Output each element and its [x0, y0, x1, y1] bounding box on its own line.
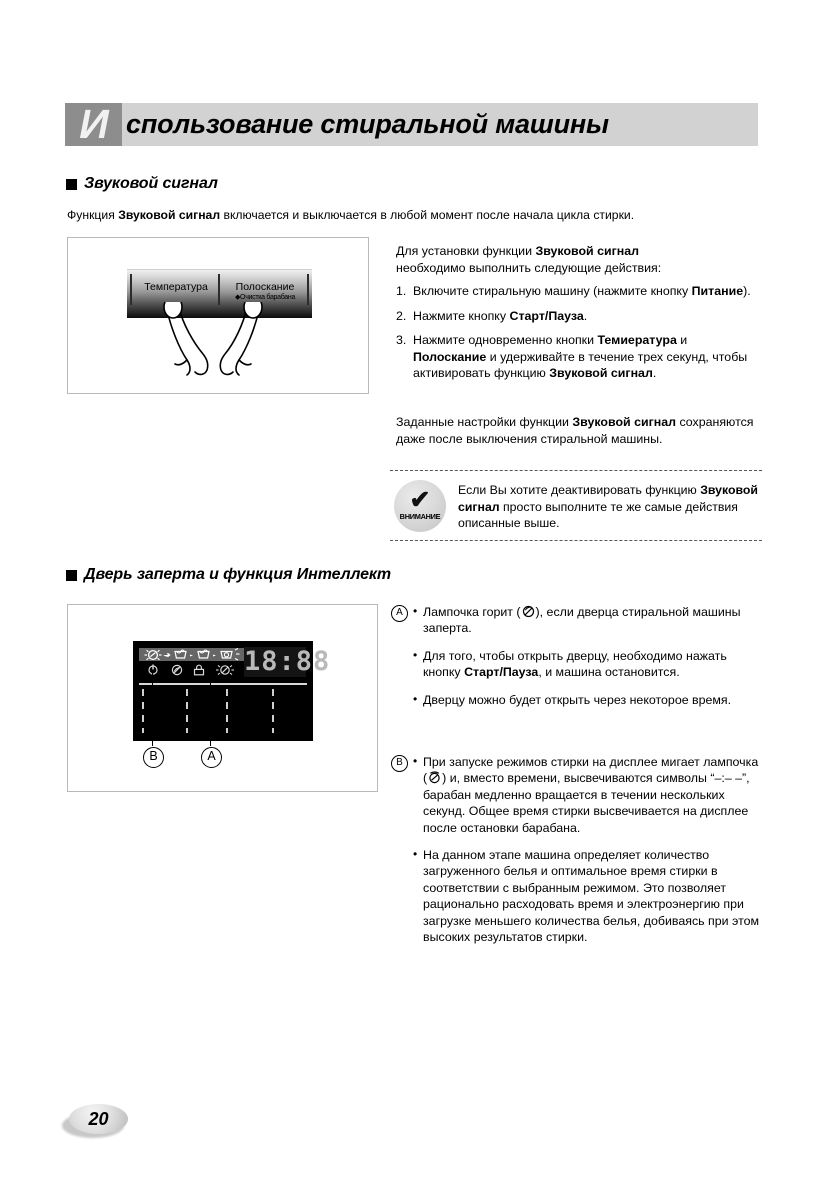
figure-display-panel: [67, 604, 378, 792]
square-bullet-icon: [66, 179, 77, 190]
section-heading-door-lock: [66, 566, 391, 584]
temperature-button-label: Температура: [144, 281, 208, 293]
note-divider-top: [390, 470, 762, 471]
item-a-bullets: [413, 604, 761, 708]
callout-leader-b: [152, 671, 153, 746]
door-lock-item-a: [391, 604, 761, 708]
setup-step: [396, 332, 758, 382]
settings-persistence-note: Заданные настройки функции Звуковой сигнал сохраняются даже после выключения стиральной машины.: [396, 415, 754, 446]
attention-note-box: [390, 470, 762, 542]
lcd-dash-column: [142, 689, 144, 733]
panel-divider-right: [307, 274, 309, 305]
lcd-panel: [133, 641, 331, 741]
rinse-button-sublabel: ◆Очистка барабана: [234, 294, 296, 302]
rinse-button-label: Полоскание: [235, 281, 295, 293]
page-number-value: 20: [88, 1109, 109, 1129]
square-bullet-icon: [66, 570, 77, 581]
item-b-bullets: [413, 754, 761, 945]
bullet-dot-icon: •: [413, 604, 418, 618]
lcd-dash-column: [226, 689, 228, 733]
step-number: 3.: [396, 333, 407, 348]
intellect-item-b: [391, 754, 761, 945]
panel-divider-left: [130, 274, 132, 305]
step-text: Включите стиральную машину (нажмите кнопку Питание).: [413, 284, 751, 298]
page-title: спользование стиральной машины: [126, 109, 609, 139]
bullet-dot-icon: •: [413, 847, 418, 862]
setup-intro-text: Для установки функции Звуковой сигнал необходимо выполнить следующие действия:: [396, 244, 662, 275]
attention-note-text: Если Вы хотите деактивировать функцию Звуковой сигнал просто выполните те же самые действия описанные выше.: [458, 483, 758, 531]
bullet-item: [413, 692, 761, 708]
lcd-horizontal-rule: [139, 683, 307, 685]
section-heading-label: Дверь заперта и функция Интеллект: [84, 566, 392, 583]
bullet-text: Лампочка горит ( ), если дверца стиральной машины заперта.: [423, 605, 741, 636]
status-icon-set: [139, 662, 249, 677]
bullet-text: На данном этапе машина определяет количество загруженного белья и оптимальное время стирки в соответствии с выбранным режимом. Это позволяет рационально расходовать время и электроэнергию при загрузке меньшего количества белья, добиваясь при этом высоких результатов стирки.: [423, 848, 760, 945]
lcd-status-icons: [139, 662, 249, 677]
two-fingers-icon: [127, 302, 312, 380]
bullet-item: [413, 754, 761, 836]
bullet-text: Дверцу можно будет открыть через некоторое время.: [423, 692, 732, 707]
step-text: Нажмите кнопку Старт/Пауза.: [413, 308, 588, 323]
lcd-dash-column: [272, 689, 274, 733]
check-icon: ✔: [409, 486, 431, 514]
step-text: Нажмите одновременно кнопки Темиература и Полоскание и удерживайте в течение трех секунд, чтобы активировать функцию Звуковой сигнал.: [413, 333, 748, 381]
bullet-item: [413, 847, 761, 945]
figure-control-panel: [67, 237, 369, 394]
attention-badge-label: ВНИМАНИЕ: [399, 512, 441, 521]
callout-marker-a: A: [201, 747, 222, 768]
item-marker-b: B: [391, 755, 408, 772]
lcd-progress-strip: [139, 648, 245, 661]
lcd-time-display: [244, 646, 331, 677]
note-divider-bottom: [390, 540, 762, 541]
bullet-item: [413, 604, 761, 637]
page-number-badge: [62, 1104, 128, 1138]
section-heading-label: Звуковой сигнал: [84, 175, 218, 192]
bullet-dot-icon: •: [413, 647, 418, 662]
section1-intro-text: Функция Звуковой сигнал включается и выключается в любой момент после начала цикла стирки.: [67, 208, 635, 222]
lcd-dash-column: [186, 689, 188, 733]
header-drop-cap: И: [65, 103, 122, 146]
lcd-time-value: 18:88: [244, 646, 331, 677]
page-header-bar: [65, 103, 758, 146]
setup-step: [396, 308, 758, 325]
panel-divider-middle: [218, 274, 220, 305]
bullet-dot-icon: •: [413, 754, 418, 768]
bullet-item: [413, 648, 761, 681]
step-number: 1.: [396, 284, 407, 298]
bullet-dot-icon: •: [413, 691, 418, 706]
intellect-icon: [427, 771, 442, 784]
item-marker-a: A: [391, 605, 408, 622]
bullet-text: Для того, чтобы открыть дверцу, необходимо нажать кнопку Старт/Пауза, и машина остановится.: [423, 648, 727, 680]
step-number: 2.: [396, 308, 407, 323]
hand-pressing-illustration: [127, 302, 312, 380]
section-heading-sound-signal: [66, 175, 218, 193]
attention-badge: [394, 480, 446, 532]
door-lock-icon: [521, 605, 536, 618]
setup-steps-list: [396, 283, 758, 390]
callout-marker-b: B: [143, 747, 164, 768]
callout-leader-a: [210, 663, 211, 746]
setup-step: [396, 283, 758, 300]
wash-stage-icons: [139, 648, 245, 661]
bullet-text: При запуске режимов стирки на дисплее мигает лампочка ( ) и, вместо времени, высвечиваются символы “–:– –”, барабан медленно вращается в течении нескольких секунд. Общее время стирки высвечивается на дисплее после остановки барабана.: [423, 755, 759, 835]
